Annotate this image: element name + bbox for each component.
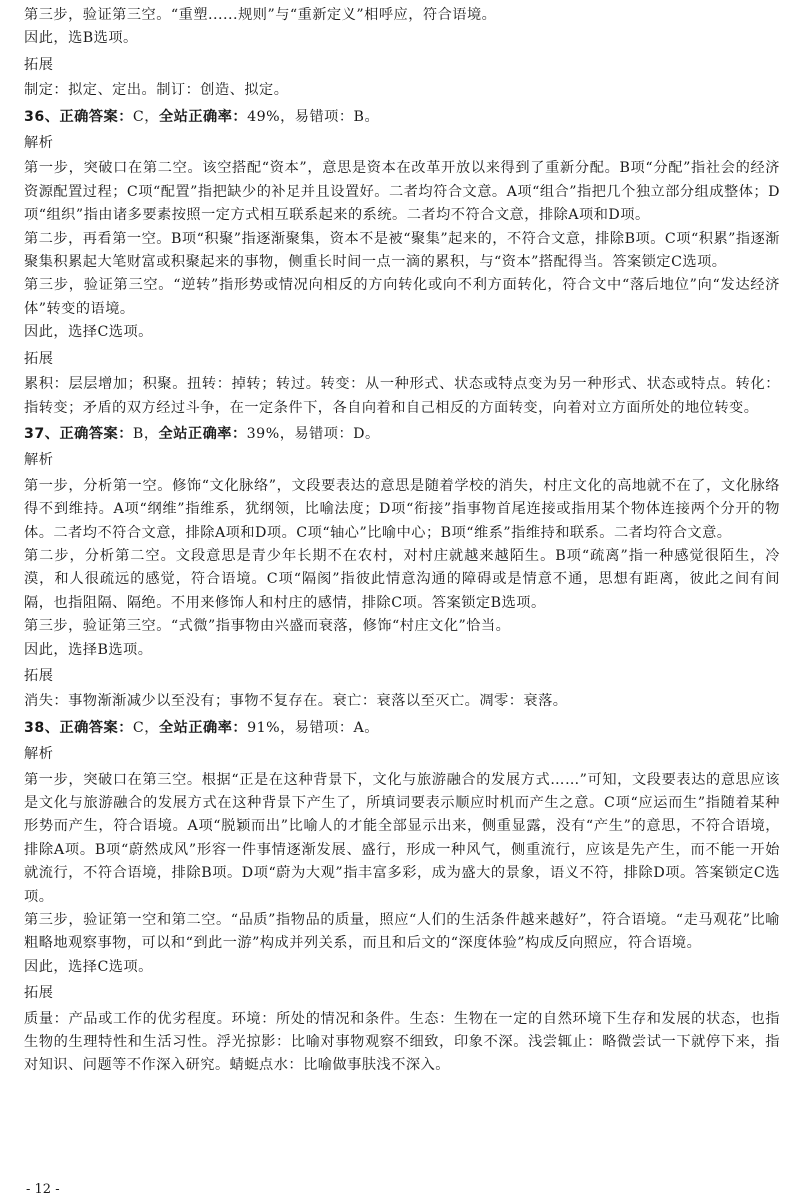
q37-header [24,423,780,446]
q37-conclusion: 因此，选择B选项。 [24,641,153,658]
q37-rate: 39%，易错项：D。 [246,425,380,442]
top-extension-heading: 拓展 [24,56,54,73]
top-step3: 第三步，验证第三空。“重塑......规则”与“重新定义”相呼应，符合语境。 [24,7,497,23]
q36-header [24,106,780,129]
q38-answer-label: 正确答案： [59,719,133,736]
q38-rate-label: 全站正确率： [158,719,248,736]
q36-extension-heading: 拓展 [24,350,54,367]
q38-header [24,717,780,740]
q36-rate: 49%，易错项：B。 [247,108,380,125]
q36-step2: 第二步，再看第一空。B项“积聚”指逐渐聚集，资本不是被“聚集”起来的，不符合文意，排除B项。C项“积累”指逐渐聚集积累起大笔财富或积聚起来的事物，侧重长时间一点一滴的累积，与“资本”搭配得当。答案锁定C选项。 [24,230,780,271]
top-extension-text: 制定：拟定、定出。制订：创造、拟定。 [24,82,289,99]
q37-rate-label: 全站正确率： [158,425,247,442]
q36-step1: 第一步，突破口在第二空。该空搭配“资本”，意思是资本在改革开放以来得到了重新分配。B项“分配”指社会的经济资源配置过程；C项“配置”指把缺少的补足并且设置好。二者均符合文意。A项“组合”指把几个独立部分组成整体；D项“组织”指由诸多要素按照一定方式相互联系起来的系统。二者均不符合文意，排除A项和D项。 [24,160,780,224]
q37-step1: 第一步，分析第一空。修饰“文化脉络”，文段要表达的意思是随着学校的消失，村庄文化的高地就不在了，文化脉络得不到维持。A项“纲维”指维系，犹纲领，比喻法度；D项“衔接”指事物首尾连接或指用某个物体连接两个分开的物体。二者均不符合文意，排除A项和D项。C项“轴心”比喻中心；B项“维系”指维持和联系。二者均符合文意。 [24,477,780,541]
q36-analysis-heading: 解析 [24,135,54,152]
q36-answer-label: 正确答案： [59,108,133,125]
q36-step3: 第三步，验证第三空。“逆转”指形势或情况向相反的方向转化或向不利方面转化，符合文中“落后地位”向“发达经济体”转变的语境。 [24,277,780,317]
top-conclusion: 因此，选B选项。 [24,30,138,47]
q37-answer: B， [132,425,159,442]
q38-extension-text: 质量：产品或工作的优劣程度。环境：所处的情况和条件。生态：生物在一定的自然环境下生存和发展的状态，也指生物的生理特性和生活习性。浮光掠影：比喻对事物观察不细致，印象不深。浅尝辄止：略微尝试一下就停下来，指对知识、问题等不作深入研究。蜻蜓点水：比喻做事肤浅不深入。 [24,1010,780,1074]
document-page [24,4,780,1078]
q38-rate: 91%，易错项：A。 [247,719,379,736]
q37-step2: 第二步，分析第二空。文段意思是青少年长期不在农村，对村庄就越来越陌生。B项“疏离”指一种感觉很陌生，冷漠，和人很疏远的感觉，符合语境。C项“隔阂”指彼此情意沟通的障碍或是情意不通，思想有距离，彼此之间有间隔，也指阻隔、隔绝。不用来修饰人和村庄的感情，排除C项。答案锁定B选项。 [24,547,780,611]
q36-number: 36、 [24,108,60,125]
q36-extension-text: 累积：层层增加；积聚。扭转：掉转；转过。转变：从一种形式、状态或特点变为另一种形式、状态或特点。转化：指转变；矛盾的双方经过斗争，在一定条件下，各自向着和自己相反的方面转变，向着对立方面所处的地位转变。 [24,376,780,416]
q37-answer-label: 正确答案： [59,425,133,442]
q38-extension-heading: 拓展 [24,985,54,1002]
q38-number: 38、 [24,719,60,736]
q37-extension-heading: 拓展 [24,667,54,684]
q36-conclusion: 因此，选择C选项。 [24,324,153,341]
q36-answer: C， [132,108,159,125]
q37-number: 37、 [24,425,60,442]
q37-step3: 第三步，验证第三空。“式微”指事物由兴盛而衰落，修饰“村庄文化”恰当。 [24,618,511,635]
page-number: - 12 - [26,1182,60,1197]
q38-answer: C， [132,719,159,736]
q38-conclusion: 因此，选择C选项。 [24,958,153,975]
q38-step1: 第一步，突破口在第三空。根据“正是在这种背景下，文化与旅游融合的发展方式……”可知，文段要表达的意思应该是文化与旅游融合的发展方式在这种背景下产生了，所填词要表示顺应时机而产生之意。C项“应运而生”指随着某种形势而产生，符合语境。A项“脱颖而出”比喻人的才能全部显示出来，侧重显露，没有“产生”的意思，不符合语境，排除A项。B项“蔚然成风”形容一件事情逐渐发展、盛行，形成一种风气，侧重流行，应该是先产生，而不能一开始就流行，不符合语境，排除B项。D项“蔚为大观”指丰富多彩，成为盛大的景象，语义不符，排除D项。答案锁定C选项。 [24,771,780,905]
q38-analysis-heading: 解析 [24,746,54,763]
q36-rate-label: 全站正确率： [158,108,248,125]
q37-extension-text: 消失：事物渐渐减少以至没有；事物不复存在。衰亡：衰落以至灭亡。凋零：衰落。 [24,693,568,710]
q37-analysis-heading: 解析 [24,452,54,469]
q38-step3: 第三步，验证第一空和第二空。“品质”指物品的质量，照应“人们的生活条件越来越好”，符合语境。“走马观花”比喻粗略地观察事物，可以和“到此一游”构成并列关系，而且和后文的“深度体验”构成反向照应，符合语境。 [24,912,780,952]
